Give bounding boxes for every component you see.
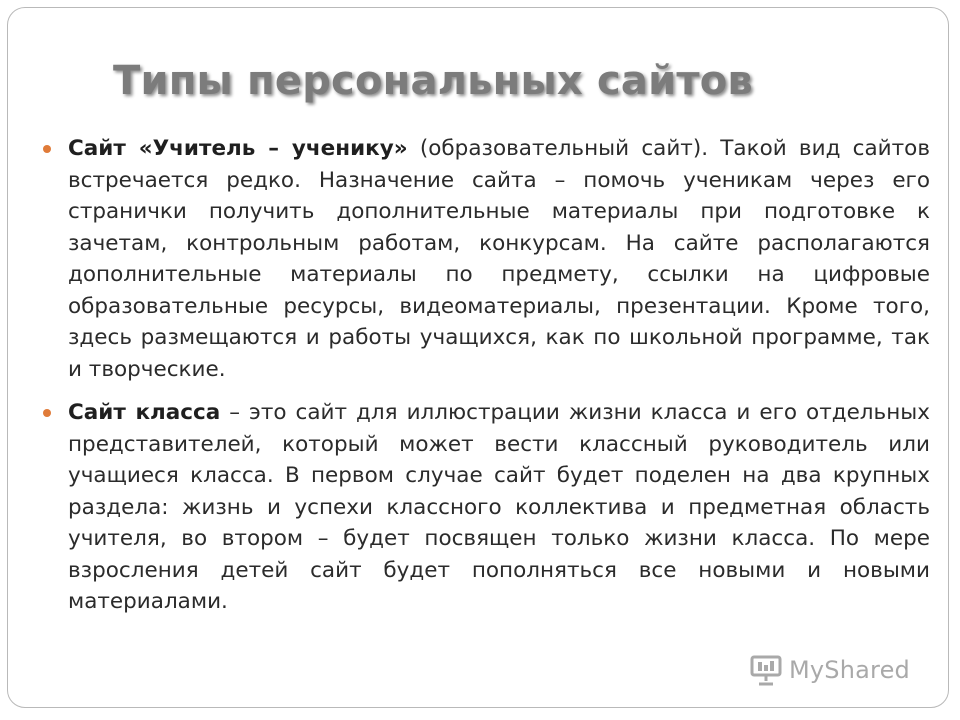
slide-title: Типы персональных сайтов: [113, 58, 753, 104]
presentation-board-icon: [749, 653, 783, 687]
bullet-list: [68, 133, 930, 630]
bullet-dot-icon: [43, 409, 51, 417]
list-item: [68, 133, 930, 385]
slide-frame: [7, 7, 949, 708]
bullet-dot-icon: [43, 145, 51, 153]
watermark: [749, 653, 910, 687]
list-item: [68, 397, 930, 618]
item-text: – это сайт для иллюстрации жизни класса и его отдельных представителей, который может вести классный руководитель или учащиеся класса. В первом случае сайт будет поделен на два крупных раздела: жизнь и успехи классного коллектива и предметная область учителя, во втором – будет посвящен только жизни класса. По мере взросления детей сайт будет пополняться все новыми и новыми материалами.: [68, 400, 930, 614]
watermark-label: MyShared: [788, 656, 910, 684]
item-text: (образовательный сайт). Такой вид сайтов встречается редко. Назначение сайта – помочь ученикам через его странички получить дополнительные материалы при подготовке к зачетам, контрольным работам, конкурсам. На сайте располагаются дополнительные материалы по предмету, ссылки на цифровые образовательные ресурсы, видеоматериалы, презентации. Кроме того, здесь размещаются и работы учащихся, как по школьной программе, так и творческие.: [68, 136, 930, 382]
item-term: Сайт «Учитель – ученику»: [68, 136, 408, 161]
item-term: Сайт класса: [68, 400, 221, 425]
